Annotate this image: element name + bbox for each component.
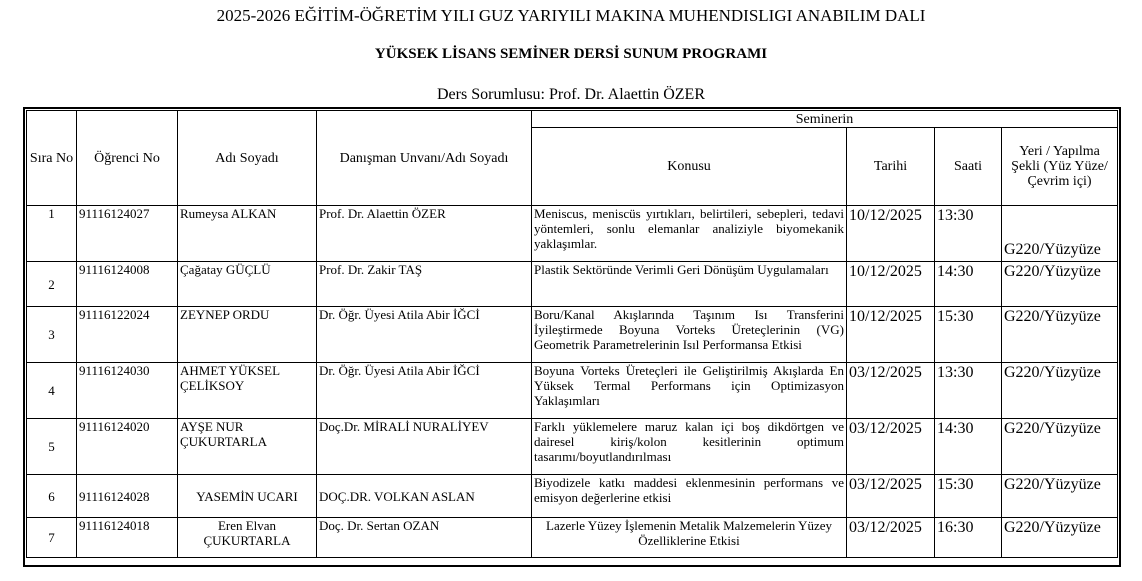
- advisor: Doç. Dr. Sertan OZAN: [317, 518, 532, 558]
- student-name: Eren Elvan ÇUKURTARLA: [178, 518, 317, 558]
- table-row: [27, 307, 1118, 363]
- col-header-topic: Konusu: [532, 128, 847, 206]
- student-no: 91116124018: [77, 518, 178, 558]
- seminar-time: 13:30: [935, 363, 1002, 419]
- advisor: Prof. Dr. Alaettin ÖZER: [317, 206, 532, 262]
- seminar-time: 13:30: [935, 206, 1002, 262]
- student-name: AYŞE NUR ÇUKURTARLA: [178, 419, 317, 475]
- seminar-date: 03/12/2025: [847, 518, 935, 558]
- advisor: Doç.Dr. MİRALİ NURALİYEV: [317, 419, 532, 475]
- seminar-topic: Boru/Kanal Akışlarında Taşınım Isı Transferini İyileştirmede Boyuna Vorteks Üreteçlerinin (VG) Geometrik Parametrelerinin Isıl Performansa Etkisi: [532, 307, 847, 363]
- table-row: [27, 518, 1118, 558]
- student-no: 91116124027: [77, 206, 178, 262]
- col-header-seminar-group: Seminerin: [532, 111, 1118, 128]
- seminar-time: 14:30: [935, 419, 1002, 475]
- row-no: 5: [27, 419, 77, 475]
- seminar-place: G220/Yüzyüze: [1002, 475, 1118, 518]
- student-name: Rumeysa ALKAN: [178, 206, 317, 262]
- table-row: [27, 363, 1118, 419]
- student-no: 91116124008: [77, 262, 178, 307]
- seminar-date: 10/12/2025: [847, 307, 935, 363]
- table-row: [27, 206, 1118, 262]
- seminar-date: 03/12/2025: [847, 363, 935, 419]
- seminar-topic: Plastik Sektöründe Verimli Geri Dönüşüm Uygulamaları: [532, 262, 847, 307]
- seminar-topic: Meniscus, meniscüs yırtıkları, belirtileri, sebepleri, tedavi yöntemleri, sonlu elemanlar analiziyle biyomekanik yaklaşımlar.: [532, 206, 847, 262]
- seminar-time: 15:30: [935, 475, 1002, 518]
- seminar-date: 03/12/2025: [847, 475, 935, 518]
- seminar-date: 10/12/2025: [847, 206, 935, 262]
- table-row: [27, 475, 1118, 518]
- seminar-time: 14:30: [935, 262, 1002, 307]
- seminar-topic: Farklı yüklemelere maruz kalan içi boş dikdörtgen ve dairesel kiriş/kolon kesitlerinin optimum tasarımı/boyutlandırılması: [532, 419, 847, 475]
- seminar-place: G220/Yüzyüze: [1002, 419, 1118, 475]
- advisor: Dr. Öğr. Üyesi Atila Abir İĞCİ: [317, 307, 532, 363]
- seminar-place: G220/Yüzyüze: [1002, 262, 1118, 307]
- advisor: Prof. Dr. Zakir TAŞ: [317, 262, 532, 307]
- seminar-place: G220/Yüzyüze: [1002, 307, 1118, 363]
- advisor: DOÇ.DR. VOLKAN ASLAN: [317, 475, 532, 518]
- student-no: 91116124028: [77, 475, 178, 518]
- student-name: ZEYNEP ORDU: [178, 307, 317, 363]
- row-no: 7: [27, 518, 77, 558]
- row-no: 1: [27, 206, 77, 262]
- seminar-topic: Boyuna Vorteks Üreteçleri ile Geliştirilmiş Akışlarda En Yüksek Termal Performans için Optimizasyon Yaklaşımları: [532, 363, 847, 419]
- seminar-date: 10/12/2025: [847, 262, 935, 307]
- seminar-date: 03/12/2025: [847, 419, 935, 475]
- col-header-date: Tarihi: [847, 128, 935, 206]
- seminar-time: 15:30: [935, 307, 1002, 363]
- col-header-place: Yeri / Yapılma Şekli (Yüz Yüze/ Çevrim içi): [1002, 128, 1118, 206]
- table-row: [27, 262, 1118, 307]
- seminar-topic: Lazerle Yüzey İşlemenin Metalik Malzemelerin Yüzey Özelliklerine Etkisi: [532, 518, 847, 558]
- table-row: [27, 419, 1118, 475]
- course-coordinator: Ders Sorumlusu: Prof. Dr. Alaettin ÖZER: [437, 86, 705, 103]
- col-header-name: Adı Soyadı: [178, 111, 317, 206]
- row-no: 4: [27, 363, 77, 419]
- seminar-place: G220/Yüzyüze: [1002, 206, 1118, 262]
- col-header-time: Saati: [935, 128, 1002, 206]
- seminar-place: G220/Yüzyüze: [1002, 518, 1118, 558]
- seminar-time: 16:30: [935, 518, 1002, 558]
- row-no: 3: [27, 307, 77, 363]
- row-no: 6: [27, 475, 77, 518]
- student-name: AHMET YÜKSEL ÇELİKSOY: [178, 363, 317, 419]
- student-name: YASEMİN UCARI: [178, 475, 317, 518]
- document-subtitle: YÜKSEK LİSANS SEMİNER DERSİ SUNUM PROGRAMI: [374, 46, 768, 62]
- advisor: Dr. Öğr. Üyesi Atila Abir İĞCİ: [317, 363, 532, 419]
- col-header-advisor: Danışman Unvanı/Adı Soyadı: [317, 111, 532, 206]
- student-no: 91116122024: [77, 307, 178, 363]
- seminar-place: G220/Yüzyüze: [1002, 363, 1118, 419]
- col-header-no: Sıra No: [27, 111, 77, 206]
- row-no: 2: [27, 262, 77, 307]
- col-header-student-no: Öğrenci No: [77, 111, 178, 206]
- student-no: 91116124030: [77, 363, 178, 419]
- student-no: 91116124020: [77, 419, 178, 475]
- seminar-schedule-table: [26, 110, 1118, 558]
- document-title: 2025-2026 EĞİTİM-ÖĞRETİM YILI GUZ YARIYILI MAKINA MUHENDISLIGI ANABILIM DALI: [216, 6, 926, 25]
- seminar-topic: Biyodizele katkı maddesi eklenmesinin performans ve emisyon değerlerine etkisi: [532, 475, 847, 518]
- student-name: Çağatay GÜÇLÜ: [178, 262, 317, 307]
